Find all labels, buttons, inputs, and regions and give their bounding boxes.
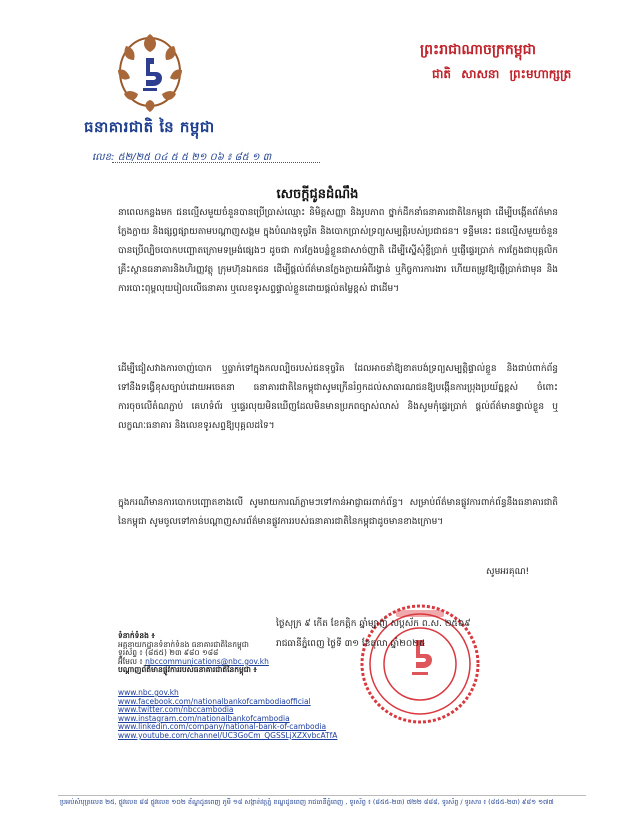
contact-email-label: អ៊ីមែល ៖: [118, 656, 143, 666]
reference-divider: [112, 162, 320, 163]
linkedin-link[interactable]: www.linkedin.com/company/national-bank-of-cambodia: [118, 722, 327, 732]
national-motto: ជាតិ សាសនា ព្រះមហាក្សត្រ: [432, 67, 572, 81]
facebook-link[interactable]: www.facebook.com/nationalbankofcambodiaofficial: [118, 696, 311, 706]
bank-emblem-icon: [112, 30, 188, 118]
contact-heading: ទំនាក់ទំនង ៖: [118, 631, 155, 640]
footer-address: ប្រអប់សំបុត្រលេខ ២៥, ផ្លូវលេខ ៨៨ ផ្លូវលេខ ១០២ ខ័ណ្ឌដូនពេញ ភូមិ ១៨ សង្កាត់វត្តភ្នំ ខណ្ឌដូនពេញ រាជធានីភ្នំពេញ , ទូរស័ព្ទ ៖ (៨៥៥-២៣) ៧២២ ៨៨៨, ទូរស័ព្ទ / ទូរសារ ៖ (៨៥៥-២៣) ៩៨១ ១៧៧: [60, 798, 554, 806]
closing-thanks: សូមអរគុណ!: [486, 567, 530, 577]
contact-phone: ទូរស័ព្ទ ៖ (៨៥៥) ២៣ ៩៨០ ១៨៨: [118, 648, 219, 658]
contact-department: អគ្គនាយកដ្ឋានទំនាក់ទំនង ធនាគារជាតិនៃកម្ពុជា: [118, 639, 249, 649]
reference-number: លេខ: ៥២/២៥ ០៤ ៥ ៥ ២១ ០៦ ៖ ៨៥ ១ ៣: [92, 152, 272, 163]
instagram-link[interactable]: www.instagram.com/nationalbankofcambodia: [118, 713, 290, 723]
paragraph-1: នាពេលកន្លងមក ជនល្មើសមួយចំនួនបានប្រើប្រាស់ឈ្មោះ និមិត្តសញ្ញា និងរូបភាព ថ្នាក់ដឹកនាំធនាគារជាតិនៃកម្ពុជា ដើម្បីបង្កើតព័ត៌មានក្លែងក្លាយ និងផ្សព្វផ្សាយតាមបណ្តាញសង្គម ក្នុងបំណងទុច្ចរិត និងបោកប្រាស់ទ្រព្យសម្បត្តិរបស់ប្រជាជន។ ទន្ទឹមនេះ ជនល្មើសមួយចំនួនបានប្រើល្បិចបោកបញ្ឆោតក្រោមទម្រង់ផ្សេងៗ ដូចជា ការក្លែងបន្លំខ្លួនជាសាច់ញាតិ ដើម្បីស្នើសុំខ្ចីប្រាក់ ឬផ្ញើផ្ទេរប្រាក់ ការក្លែងជាបុគ្គលិកគ្រឹះស្ថានធនាគារនិងហិរញ្ញវត្ថុ ក្រុមហ៊ុនឯកជន ដើម្បីផ្តល់ព័ត៌មានក្លែងក្លាយអំពីរង្វាន់ ឬកិច្ចការការងារ ហើយតម្រូវឱ្យផ្ញើប្រាក់ជាមុន និងការបោះពុម្ពលុយរៀលលើធនាគារ ឬលេខទូរសព្ទផ្ទាល់ខ្លួនដោយផ្តល់តម្លៃខ្ពស់ ជាដើម។: [118, 208, 558, 294]
official-links: [118, 689, 337, 741]
channels-heading: បណ្តាញព័ត៌មានផ្លូវការរបស់ធនាគារជាតិនៃកម្ពុជា ៖: [118, 665, 257, 675]
paragraph-3: ក្នុងករណីមានការបោកបញ្ឆោតខាងលើ សូមរាយការណ៍ភ្លាមៗទៅកាន់អាជ្ញាធរពាក់ព័ន្ធ។ សម្រាប់ព័ត៌មានផ្លូវការពាក់ព័ន្ធនឹងធនាគារជាតិនៃកម្ពុជា សូមចូលទៅកាន់បណ្តាញសារព័ត៌មានផ្លូវការរបស់ធនាគារជាតិនៃកម្ពុជាដូចមានខាងក្រោម។: [118, 498, 558, 527]
contact-email-link[interactable]: nbccommunications@nbc.gov.kh: [145, 656, 269, 666]
youtube-link[interactable]: www.youtube.com/channel/UC3GoCm_QGSSLjXZXvbcATfA: [118, 730, 338, 740]
bank-logo: [112, 30, 188, 118]
kingdom-title: ព្រះរាជាណាចក្រកម្ពុជា: [420, 42, 537, 58]
footer-divider: [58, 795, 586, 796]
contact-block: [118, 632, 269, 675]
gregorian-date: រាជធានីភ្នំពេញ ថ្ងៃទី ៣១ ខែតុលា ឆ្នាំ២០២៥: [276, 639, 426, 649]
website-link[interactable]: www.nbc.gov.kh: [118, 688, 179, 697]
bank-name: ធនាគារជាតិ នៃ កម្ពុជា: [84, 118, 215, 136]
lunar-date: ថ្ងៃសុក្រ ៩ កើត ខែកត្តិក ឆ្នាំម្សាញ់ សប្តស័ក ព.ស. ២៥៦៩: [276, 619, 471, 629]
document-title: សេចក្តីជូនដំណឹង: [276, 187, 359, 202]
twitter-link[interactable]: www.twitter.com/nbccambodia: [118, 705, 234, 715]
paragraph-2: ដើម្បីជៀសវាងការចាញ់បោក ឬធ្លាក់ទៅក្នុងកលល្បិចរបស់ជនទុច្ចរិត ដែលអាចនាំឱ្យខាតបង់ទ្រព្យសម្បត្តិផ្ទាល់ខ្លួន និងជាប់ពាក់ព័ន្ធទៅនឹងទង្វើខុសច្បាប់ដោយអចេតនា ធនាគារជាតិនៃកម្ពុជាសូមក្រើនរំឭកដល់សាធារណជនឱ្យបង្កើនការប្រុងប្រយ័ត្នខ្ពស់ ចំពោះការចុចលើតំណភ្ជាប់ គេហទំព័រ ឬផ្ទេរលុយមិនឃើញដែលមិនមានប្រភពច្បាស់លាស់ និងសូមកុំផ្ទេរប្រាក់ ផ្តល់ព័ត៌មានផ្ទាល់ខ្លួន ឬលក្ខណៈធនាគារ និងលេខទូរសព្ទឱ្យបុគ្គលដទៃ។: [118, 364, 558, 431]
